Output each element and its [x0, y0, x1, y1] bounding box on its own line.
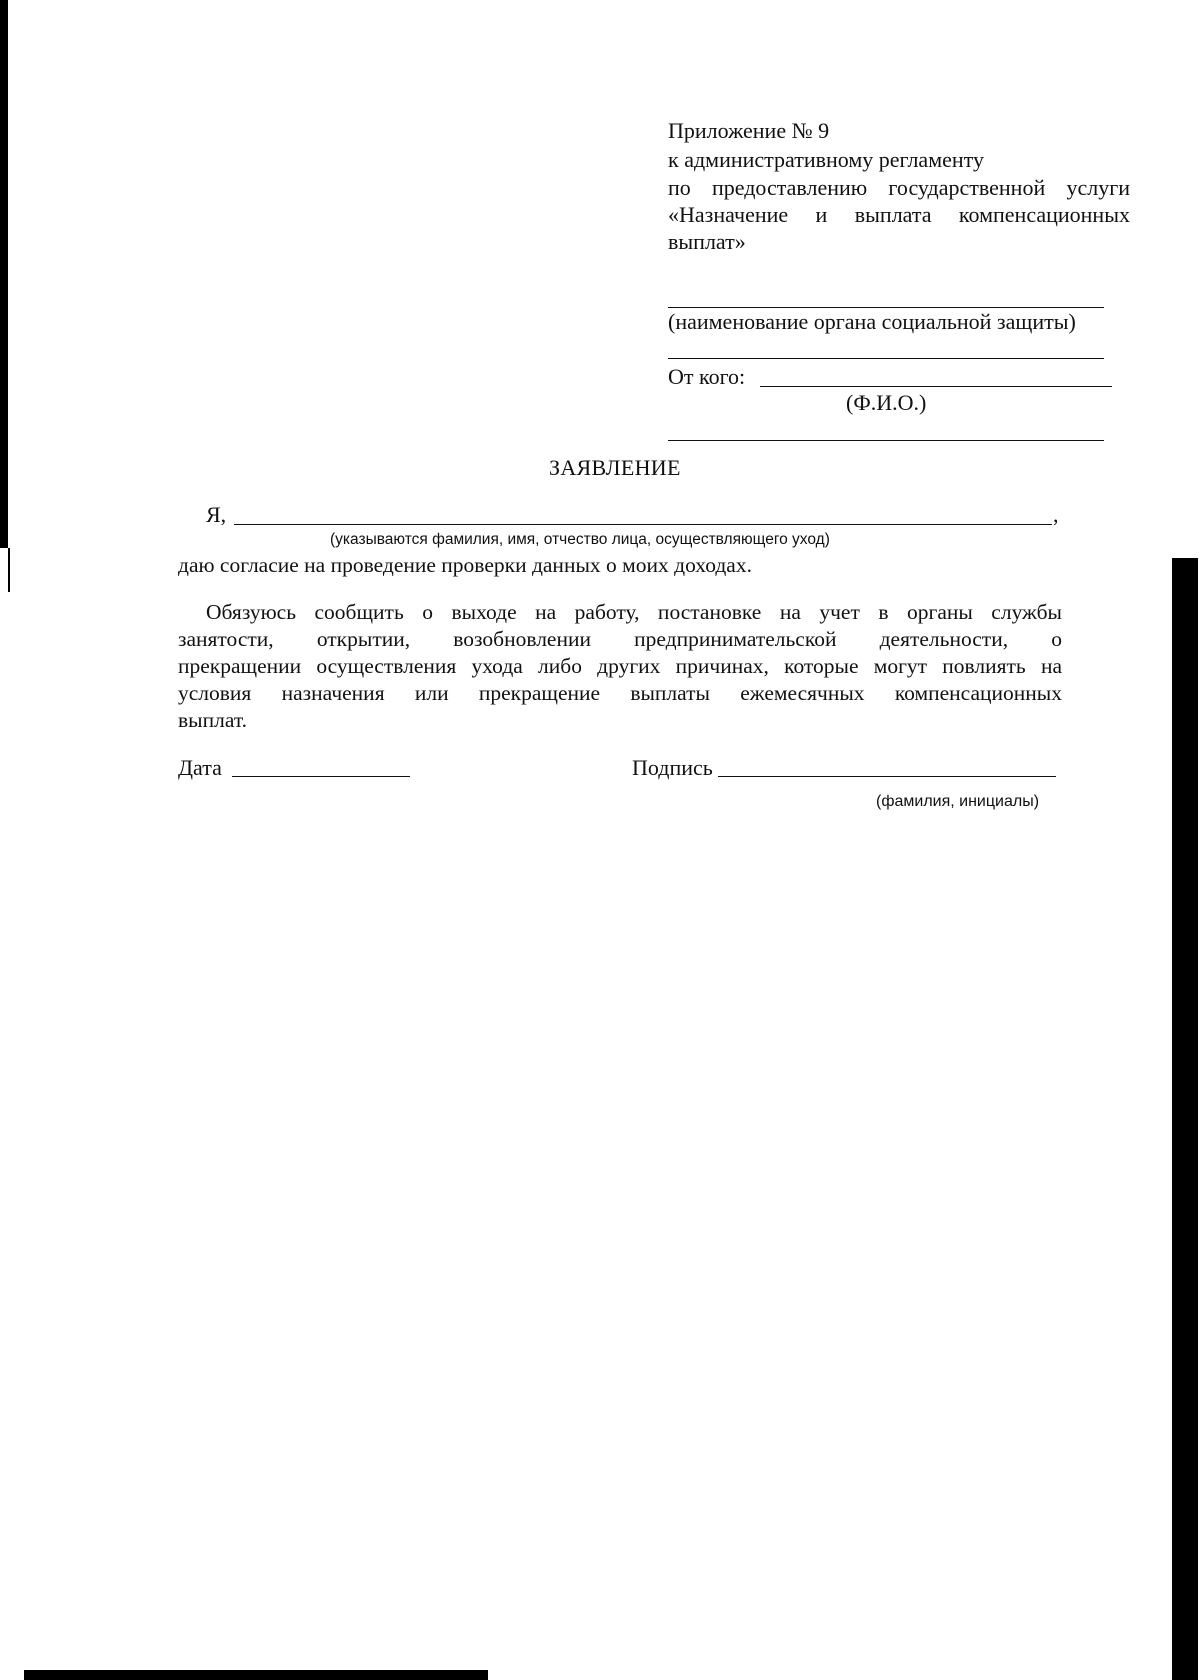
name-caption: (указываются фамилия, имя, отчество лица, осуществляющего уход)	[330, 531, 830, 548]
consent-text: даю согласие на проведение проверки данных о моих доходах.	[178, 553, 752, 577]
date-label: Дата	[178, 755, 222, 780]
signature-label: Подпись	[632, 755, 713, 780]
appendix-service-name: «Назначение и выплата компенсационных	[668, 202, 1130, 227]
obligation-line-5: выплат.	[178, 708, 247, 732]
appendix-number: Приложение № 9	[668, 118, 830, 143]
scan-border-left-tick	[8, 548, 10, 592]
document-title: ЗАЯВЛЕНИЕ	[549, 455, 681, 480]
organ-name-line[interactable]	[668, 307, 1104, 308]
obligation-line-3: прекращении осуществления ухода либо других причинах, которые могут повлиять на	[178, 654, 1062, 678]
scan-border-bottom	[24, 1670, 488, 1680]
signature-caption: (фамилия, инициалы)	[876, 793, 1040, 810]
obligation-line-4: условия назначения или прекращение выплаты ежемесячных компенсационных	[178, 681, 1062, 705]
appendix-service-name-end: выплат»	[668, 229, 746, 254]
scan-border-right	[1172, 558, 1198, 1680]
organ-extra-line[interactable]	[668, 358, 1104, 359]
signature-line[interactable]	[718, 776, 1056, 777]
obligation-line-1: Обязуюсь сообщить о выходе на работу, постановке на учет в органы службы	[206, 600, 1062, 624]
obligation-line-2: занятости, открытии, возобновлении предпринимательской деятельности, о	[178, 627, 1062, 651]
scan-border-left	[0, 0, 8, 548]
appendix-service: по предоставлению государственной услуги	[668, 175, 1130, 200]
date-line[interactable]	[232, 776, 410, 777]
fio-caption: (Ф.И.О.)	[846, 390, 927, 415]
organ-caption: (наименование органа социальной защиты)	[668, 309, 1076, 334]
applicant-name-line[interactable]	[234, 524, 1052, 525]
trailing-comma: ,	[1053, 502, 1059, 527]
i-label: Я,	[206, 502, 227, 527]
from-label: От кого:	[668, 364, 746, 389]
appendix-regulation: к административному регламенту	[668, 147, 984, 172]
from-fio-line[interactable]	[760, 386, 1112, 387]
from-extra-line[interactable]	[668, 440, 1104, 441]
